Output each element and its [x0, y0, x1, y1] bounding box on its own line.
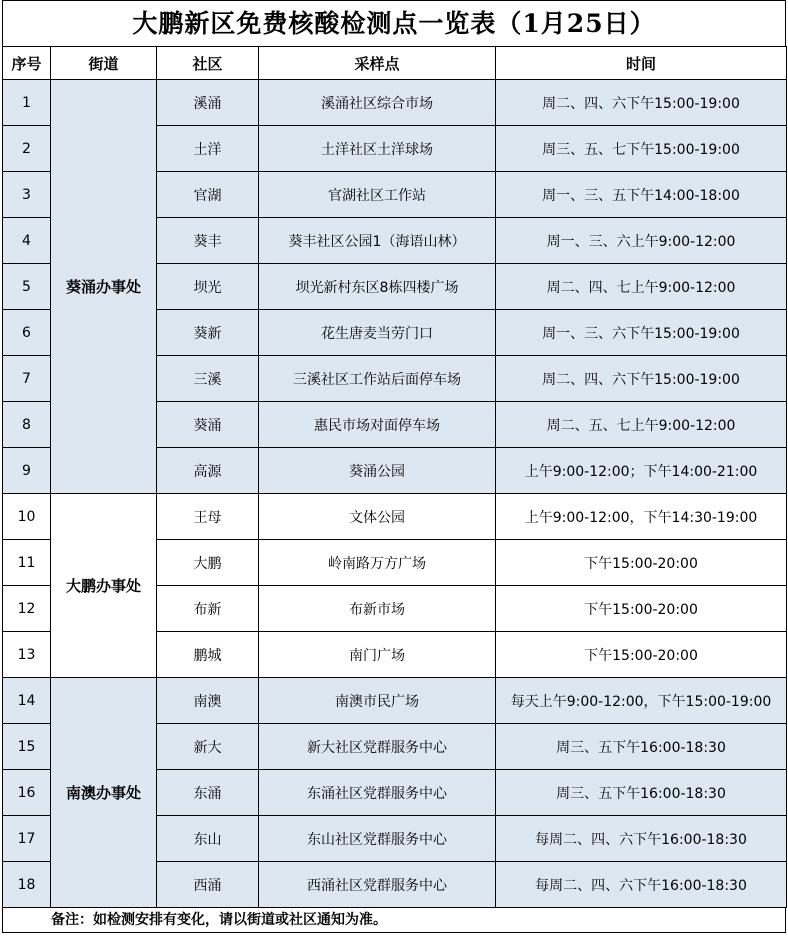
- row-community: 王母: [157, 494, 259, 540]
- row-time: 周一、三、六上午9:00-12:00: [496, 218, 787, 264]
- street-cell: 葵涌办事处: [51, 80, 157, 494]
- row-site: 东山社区党群服务中心: [259, 816, 496, 862]
- table-row: [3, 80, 787, 126]
- row-site: 南门广场: [259, 632, 496, 678]
- row-time: 周三、五、七下午15:00-19:00: [496, 126, 787, 172]
- row-time: 周三、五下午16:00-18:30: [496, 770, 787, 816]
- row-seq: 8: [3, 402, 51, 448]
- row-time: 每周二、四、六下午16:00-18:30: [496, 816, 787, 862]
- row-seq: 3: [3, 172, 51, 218]
- row-time: 上午9:00-12:00，下午14:30-19:00: [496, 494, 787, 540]
- row-site: 南澳市民广场: [259, 678, 496, 724]
- row-site: 惠民市场对面停车场: [259, 402, 496, 448]
- row-time: 每周二、四、六下午16:00-18:30: [496, 862, 787, 908]
- row-site: 文体公园: [259, 494, 496, 540]
- row-community: 溪涌: [157, 80, 259, 126]
- row-community: 土洋: [157, 126, 259, 172]
- row-community: 新大: [157, 724, 259, 770]
- header-time: 时间: [496, 47, 787, 80]
- row-site: 花生唐麦当劳门口: [259, 310, 496, 356]
- row-time: 每天上午9:00-12:00，下午15:00-19:00: [496, 678, 787, 724]
- row-site: 葵丰社区公园1（海语山林）: [259, 218, 496, 264]
- row-time: 周一、三、五下午14:00-18:00: [496, 172, 787, 218]
- row-site: 葵涌公园: [259, 448, 496, 494]
- row-seq: 13: [3, 632, 51, 678]
- row-site: 官湖社区工作站: [259, 172, 496, 218]
- row-time: 下午15:00-20:00: [496, 632, 787, 678]
- row-community: 布新: [157, 586, 259, 632]
- row-community: 葵涌: [157, 402, 259, 448]
- row-time: 周三、五下午16:00-18:30: [496, 724, 787, 770]
- row-site: 土洋社区土洋球场: [259, 126, 496, 172]
- row-site: 溪涌社区综合市场: [259, 80, 496, 126]
- row-seq: 5: [3, 264, 51, 310]
- row-community: 高源: [157, 448, 259, 494]
- row-site: 坝光新村东区8栋四楼广场: [259, 264, 496, 310]
- testing-sites-table: [2, 46, 787, 908]
- row-seq: 15: [3, 724, 51, 770]
- row-seq: 10: [3, 494, 51, 540]
- row-time: 上午9:00-12:00；下午14:00-21:00: [496, 448, 787, 494]
- row-seq: 6: [3, 310, 51, 356]
- table-row: [3, 494, 787, 540]
- row-site: 岭南路万方广场: [259, 540, 496, 586]
- header-community: 社区: [157, 47, 259, 80]
- row-community: 东涌: [157, 770, 259, 816]
- row-site: 布新市场: [259, 586, 496, 632]
- row-community: 西涌: [157, 862, 259, 908]
- street-cell: 大鹏办事处: [51, 494, 157, 678]
- row-time: 周二、四、六下午15:00-19:00: [496, 80, 787, 126]
- row-seq: 7: [3, 356, 51, 402]
- row-time: 周一、三、六下午15:00-19:00: [496, 310, 787, 356]
- row-seq: 4: [3, 218, 51, 264]
- row-community: 南澳: [157, 678, 259, 724]
- footnote: 备注：如检测安排有变化，请以街道或社区通知为准。: [2, 908, 786, 933]
- row-community: 葵新: [157, 310, 259, 356]
- table-body: [3, 80, 787, 908]
- row-seq: 14: [3, 678, 51, 724]
- row-time: 下午15:00-20:00: [496, 586, 787, 632]
- row-seq: 9: [3, 448, 51, 494]
- row-community: 大鹏: [157, 540, 259, 586]
- row-site: 东涌社区党群服务中心: [259, 770, 496, 816]
- row-seq: 11: [3, 540, 51, 586]
- row-community: 鹏城: [157, 632, 259, 678]
- row-time: 周二、四、六下午15:00-19:00: [496, 356, 787, 402]
- page-title: 大鹏新区免费核酸检测点一览表（1月25日）: [2, 0, 786, 46]
- row-community: 三溪: [157, 356, 259, 402]
- row-seq: 17: [3, 816, 51, 862]
- row-community: 东山: [157, 816, 259, 862]
- table-header-row: [3, 47, 787, 80]
- row-community: 官湖: [157, 172, 259, 218]
- header-site: 采样点: [259, 47, 496, 80]
- row-seq: 16: [3, 770, 51, 816]
- row-time: 下午15:00-20:00: [496, 540, 787, 586]
- row-seq: 1: [3, 80, 51, 126]
- row-community: 坝光: [157, 264, 259, 310]
- row-time: 周二、四、七上午9:00-12:00: [496, 264, 787, 310]
- street-cell: 南澳办事处: [51, 678, 157, 908]
- row-seq: 18: [3, 862, 51, 908]
- row-community: 葵丰: [157, 218, 259, 264]
- header-seq: 序号: [3, 47, 51, 80]
- row-site: 西涌社区党群服务中心: [259, 862, 496, 908]
- header-street: 街道: [51, 47, 157, 80]
- table-row: [3, 678, 787, 724]
- row-seq: 2: [3, 126, 51, 172]
- row-site: 三溪社区工作站后面停车场: [259, 356, 496, 402]
- row-time: 周二、五、七上午9:00-12:00: [496, 402, 787, 448]
- row-seq: 12: [3, 586, 51, 632]
- row-site: 新大社区党群服务中心: [259, 724, 496, 770]
